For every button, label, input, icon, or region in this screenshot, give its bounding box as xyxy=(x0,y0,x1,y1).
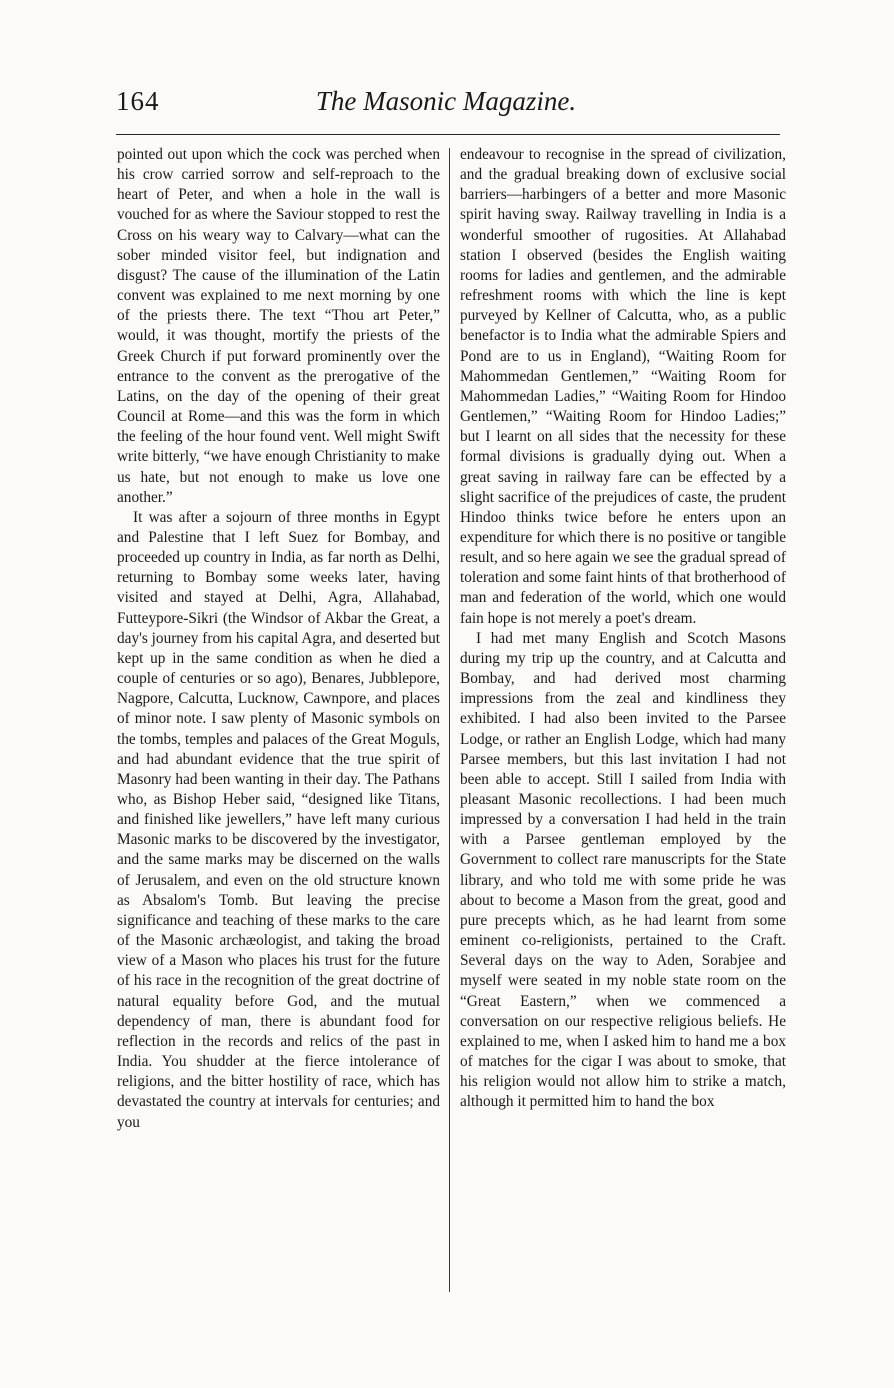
paragraph-continued: endeavour to recognise in the spread of civilization, and the gradual breaking down of exclusive social barriers—harbingers of a better and more Masonic spirit having sway. Railway travelling in India is a wonderful smoother of rugosities. At Allahabad station I observed (besides the English waiting rooms for ladies and gentlemen, and the admirable refreshment rooms with which the line is kept purveyed by Kellner of Calcutta, who, as a public benefactor is to India what the admirable Spiers and Pond are to us in England), “Waiting Room for Mahommedan Gentlemen,” “Waiting Room for Mahommedan Ladies,” “Waiting Room for Hindoo Gentlemen,” “Waiting Room for Hindoo Ladies;” but I learnt on all sides that the necessity for these formal divisions is gradually dying out. When a great saving in railway fare can be effected by a slight sacrifice of the prejudices of caste, the prudent Hindoo thinks twice before he enters upon an expenditure for which there is no positive or tangible result, and so here again we see the gradual spread of toleration and some faint hints of that brotherhood of man and federation of the world, which one would fain hope is not merely a poet's dream. xyxy=(460,146,786,627)
column-divider xyxy=(449,148,450,1292)
running-title: The Masonic Magazine. xyxy=(315,86,577,116)
page-header xyxy=(112,84,780,128)
header-rule xyxy=(116,134,780,135)
right-column xyxy=(460,145,786,1113)
paragraph: I had met many English and Scotch Masons during my trip up the country, and at Calcutta and Bombay, and had derived most charming impressions from the zeal and kindliness they exhibited. I had also been invited to the Parsee Lodge, or rather an English Lodge, which had many Parsee members, but this last invitation I had not been able to accept. Still I sailed from India with pleasant Masonic recollections. I had been much impressed by a conversation I had held in the train with a Parsee gentleman employed by the Government to collect rare manuscripts for the State library, and who told me with some pride he was about to become a Mason from the great, good and pure precepts which, as he had learnt from some eminent co-religionists, pertained to the Craft. Several days on the way to Aden, Sorabjee and myself were seated in my noble state room on the “Great Eastern,” when we commenced a conversation on our respective religious beliefs. He explained to me, when I asked him to hand me a box of matches for the cigar I was about to smoke, that his religion would not allow him to strike a match, although it permitted him to hand the box xyxy=(460,629,786,1111)
paragraph-continued: pointed out upon which the cock was perched when his crow carried sorrow and self-reproach to the heart of Peter, and when a hole in the wall is vouched for as where the Saviour stopped to rest the Cross on his weary way to Calvary—what can the sober minded visitor feel, but indignation and disgust? The cause of the illumination of the Latin convent was explained to me next morning by one of the priests there. The text “Thou art Peter,” would, it was thought, mortify the priests of the Greek Church if put forward prominently over the entrance to the convent as the prerogative of the Latins, on the day of the opening of their great Council at Rome—and this was the form in which the feeling of the hour found vent. Well might Swift write bitterly, “we have enough Christianity to make us hate, but not enough to make us love one another.” xyxy=(117,146,440,506)
page-number: 164 xyxy=(116,86,160,116)
paragraph: It was after a sojourn of three months in Egypt and Palestine that I left Suez for Bombay, and proceeded up country in India, as far north as Delhi, returning to Bombay some weeks later, having visited and stayed at Delhi, Agra, Allahabad, Futteypore-Sikri (the Windsor of Akbar the Great, a day's journey from his capital Agra, and deserted but kept up in the same condition as when he died a couple of centuries or so ago), Benares, Jubblepore, Nagpore, Calcutta, Lucknow, Cawnpore, and places of minor note. I saw plenty of Masonic symbols on the tombs, temples and palaces of the Great Moguls, and had abundant evidence that the true spirit of Masonry had been wanting in their day. The Pathans who, as Bishop Heber said, “designed like Titans, and finished like jewellers,” have left many curious Masonic marks to be discovered by the investigator, and the same marks may be discerned on the walls of Jerusalem, and even on the old structure known as Absalom's Tomb. But leaving the precise significance and teaching of these marks to the care of the Masonic archæologist, and taking the broad view of a Mason who places his trust for the future of his race in the recognition of the great doctrine of natural equality before God, and the mutual dependency of man, there is abundant food for reflection in the records and relics of the past in India. You shudder at the fierce intolerance of religions, and the bitter hostility of race, which has devastated the country at intervals for centuries; and you xyxy=(117,508,440,1131)
left-column xyxy=(117,145,440,1133)
